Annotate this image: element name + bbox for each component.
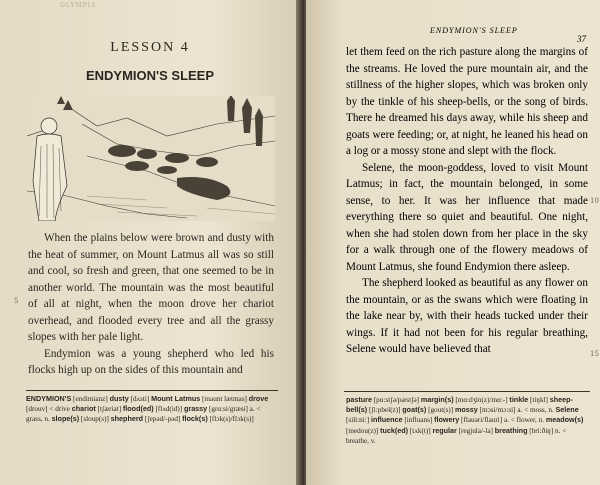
glossary-entry: shepherd [ʃepəd/-pəd] [110, 414, 181, 424]
glossary-entry: dusty [dʌsti] [109, 394, 150, 403]
glossary-entry: Mount Latmus [maunt lætmas] [151, 394, 247, 403]
glossary-entry: breathing [bri:ðiŋ] n. < breathe, v. [346, 425, 567, 445]
line-marker: 15 [590, 350, 599, 358]
line-marker: 5 [14, 297, 19, 305]
glossary-entry: flood(ed) [flʌd(id)] [122, 404, 183, 414]
faint-header: OLYMPIA [60, 2, 97, 9]
glossary-entry: meadow(s) [medou(z)] [346, 415, 584, 435]
lesson-label: LESSON 4 [110, 40, 190, 55]
glossary-entry: drove [drouv] < drive [26, 394, 269, 414]
glossary-entry: regular [regjula/-la] [432, 425, 493, 435]
glossary-entry: tinkle [tiŋkl] [509, 395, 548, 404]
glossary-left [26, 394, 278, 425]
glossary-entry: Selene [sili:ni:] [346, 405, 579, 425]
glossary-right [346, 395, 590, 446]
glossary-entry: pasture [pɑ:stʃə/pæstʃə] [346, 395, 420, 404]
glossary-entry: mossy [mɔsi/mɔ:si] a. < moss, n. [455, 405, 554, 415]
chapter-title: ENDYMION'S SLEEP [85, 68, 215, 83]
glossary-entry: sheep-bell(s) [ʃi:pbel(z)] [346, 395, 573, 415]
glossary-entry: slope(s) [sloup(s)] [51, 414, 109, 424]
glossary-entry: influence [influans] [370, 415, 433, 425]
glossary-entry: grassy [grɑ:si/græsi] a. < grass, n. [26, 404, 261, 424]
glossary-entry: flowery [flauəri/flauri] a. < flower, n. [434, 415, 545, 425]
paragraph: let them feed on the rich pasture along the margins of the streams. He loved the pure mountain air, and the stillness of the higher slopes, which was broken only by the tinkle of his sheep-bells, or the song of birds. There he dreamed his days away, while his sheep and goats were feeding; or, at night, he leaned his head on a log or a mossy stone and slept with the flock. [346, 46, 588, 157]
glossary-entry: chariot [tʃæriat] [71, 404, 122, 414]
right-body-text [346, 44, 588, 358]
left-body-text [28, 230, 274, 379]
line-marker: 10 [590, 197, 599, 205]
running-head: ENDYMION'S SLEEP [430, 26, 518, 35]
glossary-entry: margin(s) [mɑ:dʒin(z)/mɑ:-] [420, 395, 508, 404]
glossary-divider [344, 391, 590, 392]
glossary-entry: tuck(ed) [tʌk(t)] [380, 425, 431, 435]
glossary-entry: ENDYMION'S [endimianz] [26, 394, 108, 403]
glossary-entry: goat(s) [gout(s)] [402, 405, 454, 415]
glossary-entry: flock(s) [flɔk(s)/flɔk(s)] [182, 414, 254, 424]
paragraph: Endymion was a young shepherd who led his flocks high up on the sides of this mountain and [28, 347, 274, 376]
paragraph: When the plains below were brown and dusty with the heat of summer, on Mount Latmus all was so still and cool, so fresh and green, that one seemed to be in another world. The mountain was the most beautiful of all at night, when the moon drove her chariot overhead, and flooded every tree and all the grassy slopes with her pale light. [28, 232, 274, 343]
page-number: 37 [577, 34, 586, 44]
paragraph: The shepherd looked as beautiful as any flower on the mountain, or as the swans which were floating in the lake near by, with their heads tucked under their wings. If it had not been for his regular breathing, Selene would have believed that [346, 277, 588, 355]
glossary-divider [26, 390, 278, 391]
illustration-endymion [27, 96, 275, 221]
paragraph: Selene, the moon-goddess, loved to visit Mount Latmus; in fact, the mountain belonged, in some sense, to her. It was her influence that made everything there so quiet and beautiful. One night, when she had stolen down from her place in the sky for a walk through one of the flowery meadows of Mount Latmus, she found Endymion there asleep. [346, 161, 588, 273]
